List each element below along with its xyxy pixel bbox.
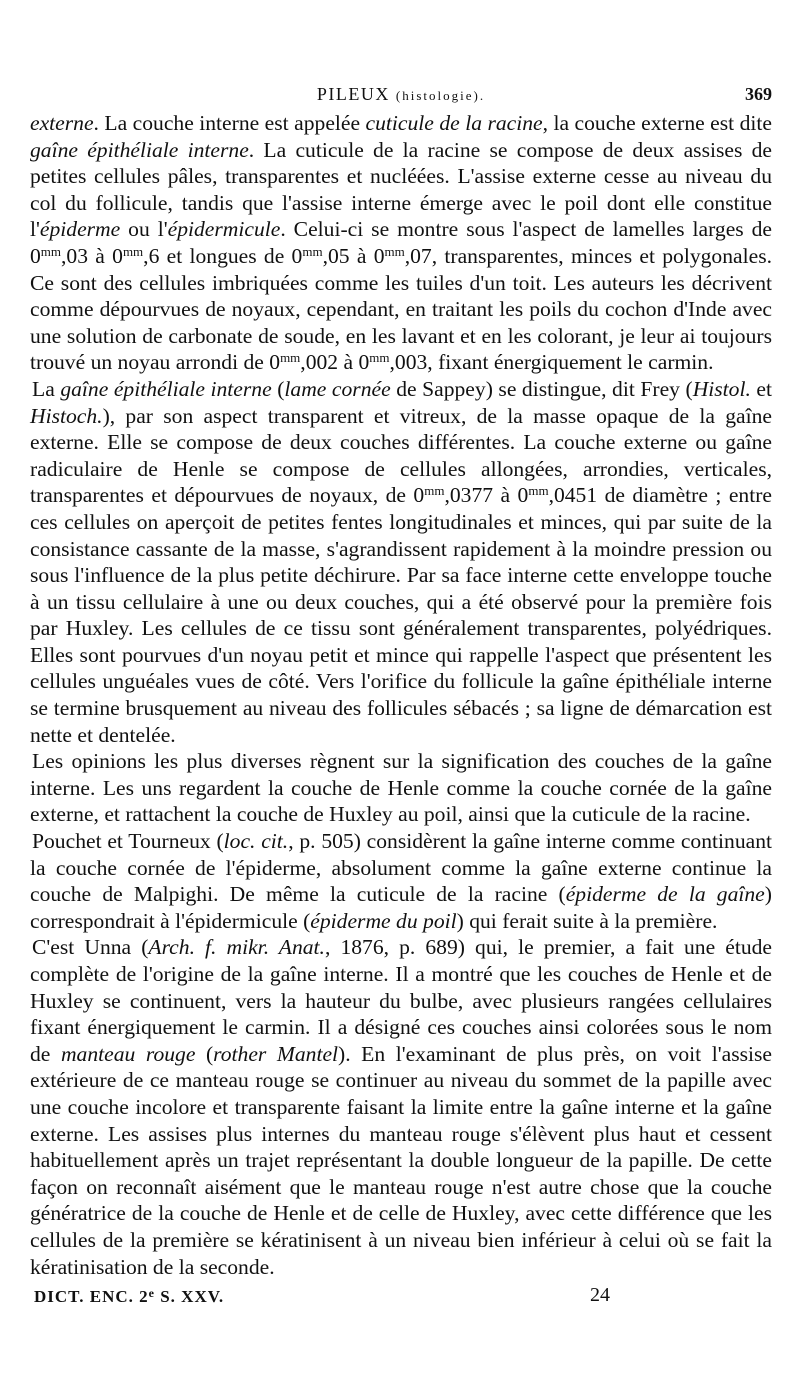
italic-text: cuticule de la racine: [365, 111, 543, 135]
paragraph: [30, 934, 772, 1280]
running-title-main: PILEUX: [316, 84, 390, 104]
paragraph: [30, 110, 772, 376]
text-run: (: [195, 1041, 214, 1066]
text-run: de Sappey) se distingue, dit Frey (: [390, 376, 693, 401]
italic-text: lame cornée: [284, 376, 391, 401]
unit-superscript: mm: [528, 483, 549, 499]
running-header: [30, 70, 772, 110]
unit-superscript: mm: [384, 243, 405, 259]
text-run: , p. 505) considèrent la gaîne interne comme continuant la couche cornée de l'épiderme, absolument comme la gaîne externe continue la couche de Malpighi. De même la cuticule de la racine (: [30, 829, 772, 907]
unit-superscript: mm: [369, 350, 390, 366]
text-run: . Celui-ci se montre sous l'aspect de lamelles larges de 0: [30, 217, 772, 268]
signature-text-a: DICT. ENC. 2: [34, 1287, 149, 1307]
italic-text: manteau rouge: [60, 1041, 196, 1066]
unit-superscript: mm: [280, 350, 301, 366]
italic-text: gaîne épithéliale interne: [60, 376, 272, 401]
text-run: La: [32, 376, 61, 401]
document-page: [30, 70, 772, 1316]
body-text: [30, 110, 772, 1280]
italic-text: épiderme du poil: [310, 908, 457, 933]
italic-text: Histoch.: [30, 403, 103, 428]
text-run: . La couche interne est appelée: [93, 111, 366, 135]
text-run: , 1876, p. 689) qui, le premier, a fait une étude complète de l'origine de la gaîne interne. Il a montré que les couches de Henle et de Huxley se continuent, vers la hauteur du bulbe, avec plusieurs rangées cellulaires fixant énergiquement le carmin. Il a désigné ces couches ainsi colorées sous le nom de: [30, 935, 773, 1066]
text-run: ,05 à 0: [322, 243, 385, 268]
italic-text: épidermicule: [167, 217, 281, 242]
italic-text: loc. cit.: [223, 829, 289, 854]
signature-mark: [34, 1286, 224, 1307]
italic-text: externe: [30, 111, 94, 135]
italic-text: Histol.: [692, 376, 751, 401]
text-run: ,03 à 0: [61, 243, 123, 268]
unit-superscript: mm: [122, 243, 144, 259]
text-run: . La cuticule de la racine se compose de deux assises de petites cellules pâles, transparentes et nucléées. L'assise externe cesse au niveau du col du follicule, tandis que l'assise interne émerge avec le poil dont elle constitue l': [30, 137, 773, 242]
text-run: ,6 et longues de 0: [143, 243, 303, 268]
signature-superscript: e: [148, 1286, 155, 1301]
text-run: ,0451 de diamètre ; entre ces cellules on aperçoit de petites fentes longitudinales et minces, qui par suite de la consistance cassante de la masse, s'agrandissent rapidement à la moindre pression ou sous l'influence de la plus petite déchirure. Par sa face interne cette enveloppe touche à un tissu cellulaire à une ou deux couches, qui a été observé pour la première fois par Huxley. Les cellules de ce tissu sont généralement transparentes, polyédriques. Elles sont pourvues d'un noyau petit et mince qui rappelle l'aspect que présentent les cellules unguéales vues de côté. Vers l'orifice du follicule la gaîne épithéliale interne se termine brusquement au niveau des follicules sébacés ; sa ligne de démarcation est nette et dentelée.: [30, 483, 772, 747]
text-run: C'est Unna (: [32, 935, 149, 960]
text-run: et: [750, 376, 773, 401]
page-footer: [30, 1286, 772, 1316]
text-run: ,0377 à 0: [444, 483, 529, 508]
unit-superscript: mm: [424, 483, 445, 499]
paragraph: [30, 828, 772, 934]
paragraph: [30, 748, 772, 828]
text-run: ,002 à 0: [300, 350, 370, 375]
paragraph: [30, 376, 772, 748]
text-run: (: [271, 376, 285, 401]
unit-superscript: mm: [302, 243, 323, 259]
text-run: ou l': [120, 217, 168, 242]
italic-text: gaîne épithéliale interne: [30, 137, 249, 162]
text-run: ) correspondrait à l'épidermicule (: [30, 882, 772, 933]
italic-text: rother Mantel: [213, 1041, 339, 1066]
text-run: ). En l'examinant de plus près, on voit l'assise extérieure de ce manteau rouge se continuer au niveau du sommet de la papille avec une couche incolore et transparente faisant la limite entre la gaîne interne et la gaîne externe. Les assises plus internes du manteau rouge s'élèvent plus haut et cessent habituellement après un trajet représentant la double longueur de la papille. De cette façon on reconnaît aisément que le manteau rouge n'est autre chose que la couche génératrice de la couche de Henle et de celle de Huxley, avec cette différence que les cellules de la première se kératinisent à un niveau bien inférieur à celui où se fait la kératinisation de la seconde.: [30, 1041, 772, 1279]
text-run: ) qui ferait suite à la première.: [456, 908, 718, 933]
text-run: , la couche externe est dite: [542, 111, 773, 135]
text-run: ,07, transparentes, minces et polygonales. Ce sont des cellules imbriquées comme les tuiles d'un toit. Les auteurs les décrivent comme dépourvues de noyaux, cependant, en traitant les poils du cochon d'Inde avec une solution de carbonate de soude, en les lavant et en les colorant, je leur ai toujours trouvé un noyau arrondi de 0: [30, 243, 772, 375]
text-run: Les opinions les plus diverses règnent sur la signification des couches de la gaîne interne. Les uns regardent la couche de Henle comme la couche cornée de la gaîne externe, et rattachent la couche de Huxley au poil, ainsi que la cuticule de la racine.: [30, 749, 772, 827]
unit-superscript: mm: [40, 243, 62, 259]
italic-text: épiderme: [39, 217, 121, 242]
italic-text: épiderme de la gaîne: [565, 882, 765, 907]
italic-text: Arch. f. mikr. Anat.: [148, 935, 325, 960]
page-number: 369: [745, 84, 772, 104]
running-title-sub: (histologie).: [395, 88, 486, 103]
running-title: [30, 84, 772, 105]
text-run: ), par son aspect transparent et vitreux, de la masse opaque de la gaîne externe. Elle se compose de deux couches différentes. La couche externe ou gaîne radiculaire de Henle se compose de cellules allongées, arrondies, verticales, transparentes et dépourvues de noyaux, de 0: [30, 403, 772, 508]
sheet-number: 24: [590, 1284, 610, 1307]
text-run: ,003, fixant énergiquement le carmin.: [389, 350, 714, 375]
text-run: Pouchet et Tourneux (: [32, 829, 224, 854]
signature-text-b: S. XXV.: [154, 1287, 225, 1307]
